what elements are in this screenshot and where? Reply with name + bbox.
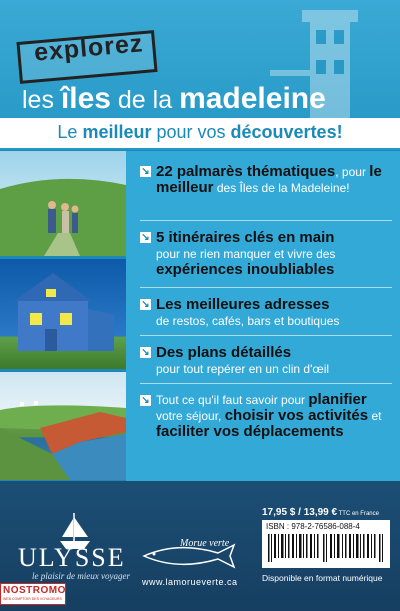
tagline-part: meilleur [82,122,152,142]
barcode [262,520,390,568]
title-part: de la [110,86,180,114]
feature-strong: planifier [308,391,367,408]
title-part: madeleine [179,82,326,115]
feature-head: 5 itinéraires clés en main [156,229,335,246]
divider [140,383,392,384]
feature-item [140,344,392,377]
feature-text: pour tout repérer en un clin d'œil [156,362,330,376]
title-part: îles [60,82,111,115]
cliffs-illustration [0,372,126,480]
feature-item [140,392,392,440]
isbn: ISBN : 978-2-76586-088-4 [266,522,360,531]
feature-text: et [368,409,382,423]
feature-text: , pour [335,165,370,179]
feature-head: Des plans détaillés [156,344,292,361]
blue-house-photo [0,259,126,369]
feature-item [140,163,392,196]
stamp-sub: WEB COMPTOIR DES VOYAGEURS [3,597,62,601]
barcode-bars [268,534,384,562]
book-title [22,82,326,116]
hikers-photo [0,151,126,256]
feature-body [156,296,392,329]
nostromo-stamp [0,583,66,605]
feature-body [156,229,392,278]
tagline-part: découvertes! [230,122,343,142]
price-note: TTC en France [337,511,379,517]
divider [140,287,392,288]
tagline-part: pour vos [151,122,231,142]
arrow-icon: ↘ [141,166,150,177]
house-illustration [0,259,126,369]
publisher-slogan: le plaisir de mieux voyager [32,571,130,581]
feature-body [156,344,392,377]
digital-format-note: Disponible en format numérique [262,573,383,583]
price [262,507,379,518]
stamp-name: NOSTROMO [3,585,66,596]
feature-text: pour ne rien manquer et vivre des [156,247,336,261]
feature-strong: le meilleur [156,163,382,196]
divider [140,335,392,336]
cliffs-photo [0,372,126,480]
features-panel [126,151,400,481]
partner-url[interactable]: www.lamorueverte.ca [142,577,238,587]
tagline [0,122,400,143]
feature-text: des Îles de la Madeleine! [213,181,350,195]
feature-item [140,229,392,278]
feature-head: Les meilleures adresses [156,296,330,313]
feature-body [156,392,392,440]
feature-head: 22 palmarès thématiques [156,163,336,180]
series-name: explorez [32,29,145,67]
partner-name: Morue verte [180,538,230,549]
arrow-icon: ↘ [141,232,150,243]
price-value: 17,95 $ / 13,99 € [262,507,338,518]
feature-text: votre séjour, [156,409,225,423]
feature-text: de restos, cafés, bars et boutiques [156,314,340,328]
feature-item [140,296,392,329]
arrow-icon: ↘ [141,395,150,406]
feature-strong: faciliter vos déplacements [156,423,344,440]
feature-body [156,163,392,196]
feature-strong: choisir vos activités [224,407,369,424]
arrow-icon: ↘ [141,347,150,358]
hikers-illustration [0,151,126,256]
tagline-part: Le [57,122,83,142]
feature-text: Tout ce qu'il faut savoir pour [156,393,309,407]
feature-strong: expériences inoubliables [156,261,335,278]
arrow-icon: ↘ [141,299,150,310]
publisher-logo: ULYSSE [18,543,126,572]
title-part: les [22,86,61,114]
divider [140,220,392,221]
photo-column [0,151,126,481]
